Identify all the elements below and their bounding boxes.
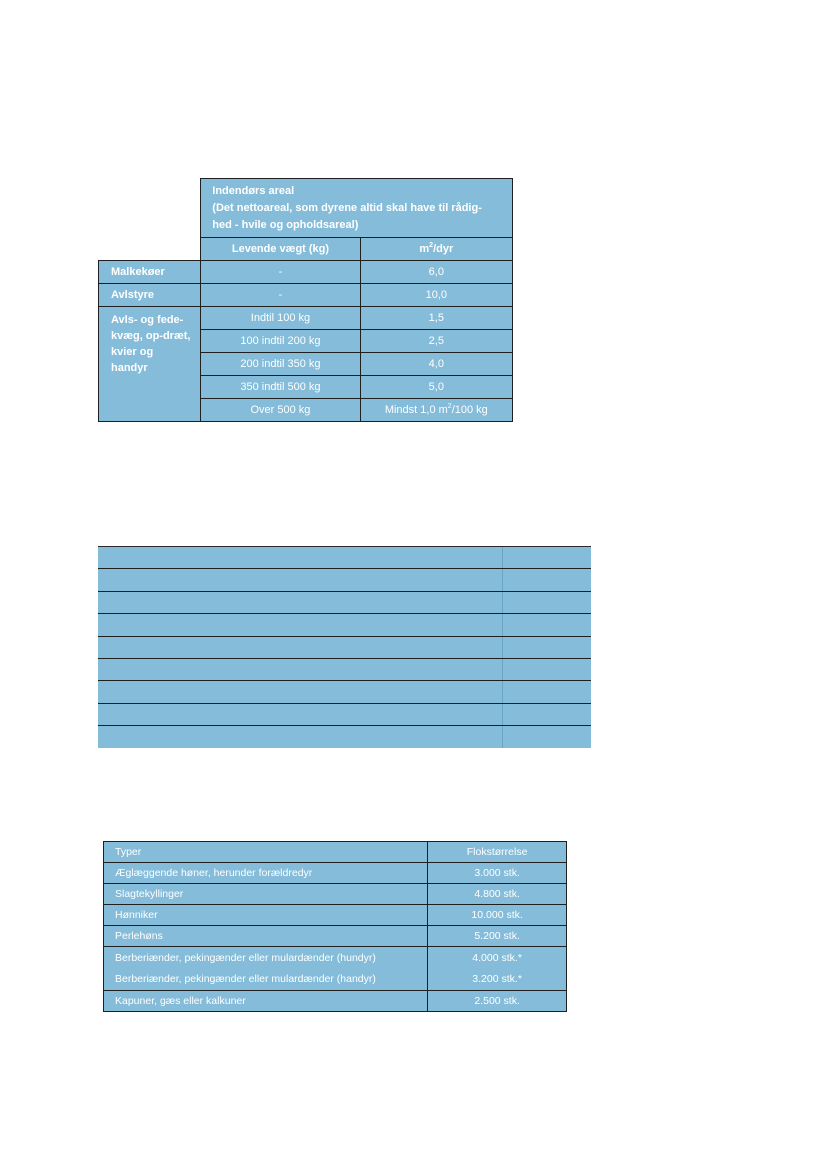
table-row — [98, 726, 591, 748]
group-row-area: 4,0 — [360, 353, 512, 376]
cell — [503, 569, 592, 591]
table-row — [104, 947, 567, 991]
blank-corner — [99, 179, 201, 261]
group-row-weight: Indtil 100 kg — [201, 307, 360, 330]
duck-type-female: Berberiænder, pekingænder eller mulardænder (hundyr) — [115, 951, 376, 964]
cell — [503, 547, 592, 569]
table-row — [98, 569, 591, 591]
empty-table — [98, 546, 591, 748]
col-size-header: Flokstørrelse — [428, 842, 567, 863]
table-row — [98, 703, 591, 725]
indoor-area-title: Indendørs areal — [212, 185, 295, 197]
cell — [98, 569, 503, 591]
row-size: 5.200 stk. — [428, 926, 567, 947]
last-row-weight: Over 500 kg — [201, 399, 360, 422]
col-area-base: m — [419, 243, 430, 255]
col-area-header — [360, 238, 512, 261]
last-area-pre: Mindst 1,0 m — [384, 404, 448, 416]
group-row-area: 5,0 — [360, 376, 512, 399]
flock-size-table — [103, 841, 567, 1012]
group-row-weight: 350 indtil 500 kg — [201, 376, 360, 399]
table-row — [98, 591, 591, 613]
cell — [98, 547, 503, 569]
row-label: Avlstyre — [99, 284, 201, 307]
cell — [98, 726, 503, 748]
cell — [503, 681, 592, 703]
cell — [503, 591, 592, 613]
col-weight-header: Levende vægt (kg) — [201, 238, 360, 261]
table-row — [98, 658, 591, 680]
duck-size-male: 3.200 stk.* — [472, 972, 522, 985]
table-header-row — [104, 842, 567, 863]
cell — [503, 703, 592, 725]
duck-sizes — [428, 947, 567, 991]
col-area-sup: 2 — [429, 242, 434, 249]
table-row — [104, 884, 567, 905]
duck-types — [104, 947, 428, 991]
duck-size-female: 4.000 stk.* — [472, 951, 522, 964]
cell — [98, 591, 503, 613]
col-area-suffix: /dyr — [433, 243, 454, 255]
row-area: 6,0 — [360, 261, 512, 284]
duck-type-male: Berberiænder, pekingænder eller mulardænder (handyr) — [115, 972, 376, 985]
row-type: Æglæggende høner, herunder forældredyr — [104, 863, 428, 884]
row-type: Kapuner, gæs eller kalkuner — [104, 991, 428, 1012]
table-row — [104, 991, 567, 1012]
cell — [503, 658, 592, 680]
row-size: 4.800 stk. — [428, 884, 567, 905]
cell — [98, 614, 503, 636]
row-type: Perlehøns — [104, 926, 428, 947]
group-row-weight: 200 indtil 350 kg — [201, 353, 360, 376]
last-row-area — [360, 399, 512, 422]
row-area: 10,0 — [360, 284, 512, 307]
row-weight: - — [201, 284, 360, 307]
cell — [98, 703, 503, 725]
indoor-area-description: (Det nettoareal, som dyrene altid skal have til rådig-hed - hvile og opholdsareal) — [212, 202, 482, 231]
last-area-post: /100 kg — [451, 404, 488, 416]
group-label: Avls- og fede-kvæg, op-dræt, kvier og handyr — [99, 307, 201, 422]
group-row-area: 2,5 — [360, 330, 512, 353]
cell — [503, 614, 592, 636]
row-weight: - — [201, 261, 360, 284]
col-type-header: Typer — [104, 842, 428, 863]
table-row — [104, 863, 567, 884]
group-row-area: 1,5 — [360, 307, 512, 330]
cell — [503, 636, 592, 658]
cell — [503, 726, 592, 748]
last-area-sup: 2 — [447, 403, 452, 410]
indoor-area-header — [201, 179, 513, 238]
group-row-weight: 100 indtil 200 kg — [201, 330, 360, 353]
row-size: 2.500 stk. — [428, 991, 567, 1012]
table-row — [98, 547, 591, 569]
row-label: Malkekøer — [99, 261, 201, 284]
table-row — [98, 614, 591, 636]
row-size: 3.000 stk. — [428, 863, 567, 884]
cell — [98, 636, 503, 658]
table-row — [104, 905, 567, 926]
row-size: 10.000 stk. — [428, 905, 567, 926]
row-type: Slagtekyllinger — [104, 884, 428, 905]
table-row — [98, 681, 591, 703]
cell — [98, 658, 503, 680]
indoor-area-table — [98, 178, 513, 422]
table-row — [104, 926, 567, 947]
table-row — [98, 636, 591, 658]
row-type: Hønniker — [104, 905, 428, 926]
cell — [98, 681, 503, 703]
